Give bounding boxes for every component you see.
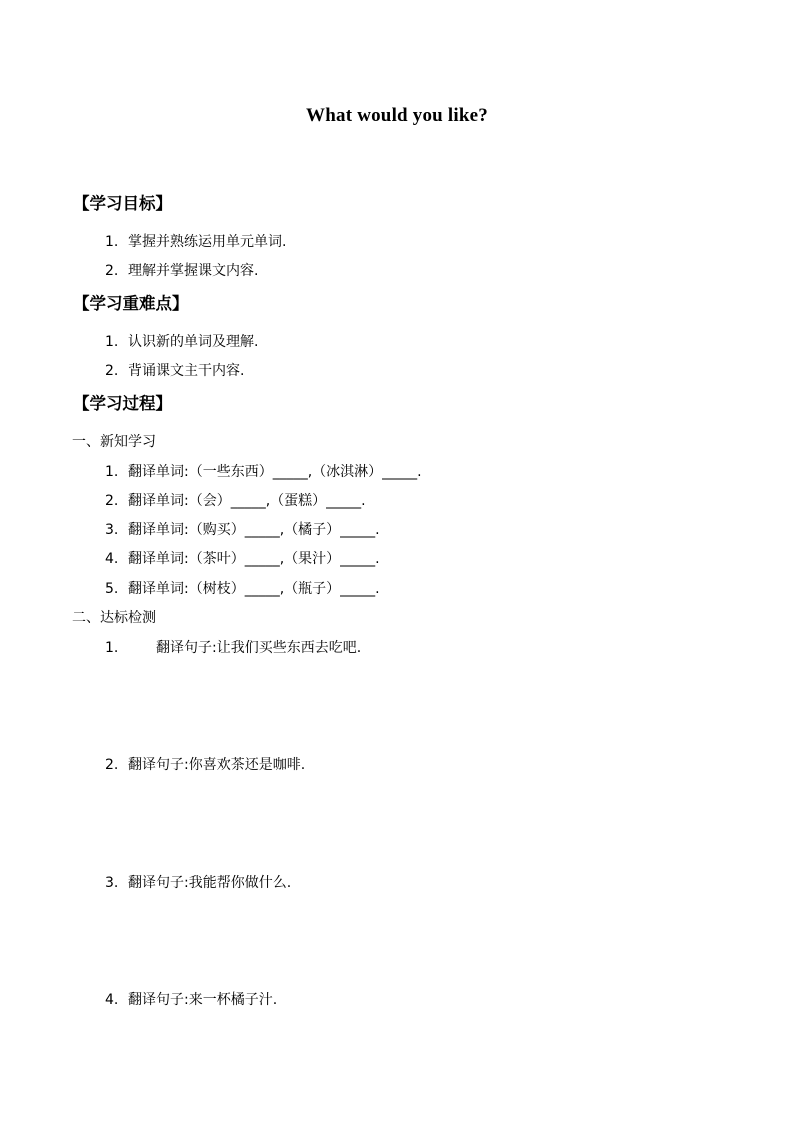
item-text: 翻译单词:（会）_____,（蛋糕）_____. bbox=[128, 493, 366, 509]
item-number: 1. bbox=[105, 334, 119, 350]
item-number: 2. bbox=[105, 493, 119, 509]
item-text: 翻译句子:让我们买些东西去吃吧. bbox=[156, 640, 362, 656]
item-text: 翻译单词:（树枝）_____,（瓶子）_____. bbox=[128, 581, 380, 597]
translation-exercise bbox=[105, 989, 277, 1009]
key-point-item bbox=[105, 331, 258, 351]
vocab-exercise bbox=[105, 578, 380, 598]
item-text: 翻译单词:（一些东西）_____,（冰淇淋）_____. bbox=[128, 464, 422, 480]
item-text: 掌握并熟练运用单元单词. bbox=[128, 234, 287, 250]
goal-item bbox=[105, 260, 258, 280]
item-text: 背诵课文主干内容. bbox=[128, 363, 245, 379]
item-text: 翻译单词:（购买）_____,（橘子）_____. bbox=[128, 522, 380, 538]
item-text: 翻译句子:你喜欢茶还是咖啡. bbox=[128, 757, 306, 773]
item-number: 2. bbox=[105, 757, 119, 773]
item-text: 理解并掌握课文内容. bbox=[128, 263, 259, 279]
item-number: 1. bbox=[105, 464, 119, 480]
item-number: 4. bbox=[105, 551, 119, 567]
vocab-exercise bbox=[105, 548, 380, 568]
heading-learning-process: 【学习过程】 bbox=[73, 394, 172, 413]
heading-learning-goals: 【学习目标】 bbox=[73, 194, 172, 213]
item-text: 翻译句子:来一杯橘子汁. bbox=[128, 992, 278, 1008]
item-number: 1. bbox=[105, 640, 119, 656]
item-number: 2. bbox=[105, 363, 119, 379]
vocab-exercise bbox=[105, 490, 366, 510]
translation-exercise bbox=[105, 754, 305, 774]
item-number: 2. bbox=[105, 263, 119, 279]
item-text: 认识新的单词及理解. bbox=[128, 334, 259, 350]
heading-key-points: 【学习重难点】 bbox=[73, 294, 189, 313]
goal-item bbox=[105, 231, 286, 251]
item-number: 1. bbox=[105, 234, 119, 250]
item-number: 3. bbox=[105, 875, 119, 891]
page-title: What would you like? bbox=[306, 105, 488, 126]
item-number: 5. bbox=[105, 581, 119, 597]
translation-exercise bbox=[105, 872, 291, 892]
subsection-assessment: 二、达标检测 bbox=[72, 610, 156, 626]
item-number: 4. bbox=[105, 992, 119, 1008]
item-text: 翻译句子:我能帮你做什么. bbox=[128, 875, 292, 891]
item-text: 翻译单词:（茶叶）_____,（果汁）_____. bbox=[128, 551, 380, 567]
translation-exercise bbox=[105, 637, 361, 657]
subsection-new-learning: 一、新知学习 bbox=[72, 434, 156, 450]
item-number: 3. bbox=[105, 522, 119, 538]
key-point-item bbox=[105, 360, 244, 380]
vocab-exercise bbox=[105, 461, 422, 481]
vocab-exercise bbox=[105, 519, 380, 539]
